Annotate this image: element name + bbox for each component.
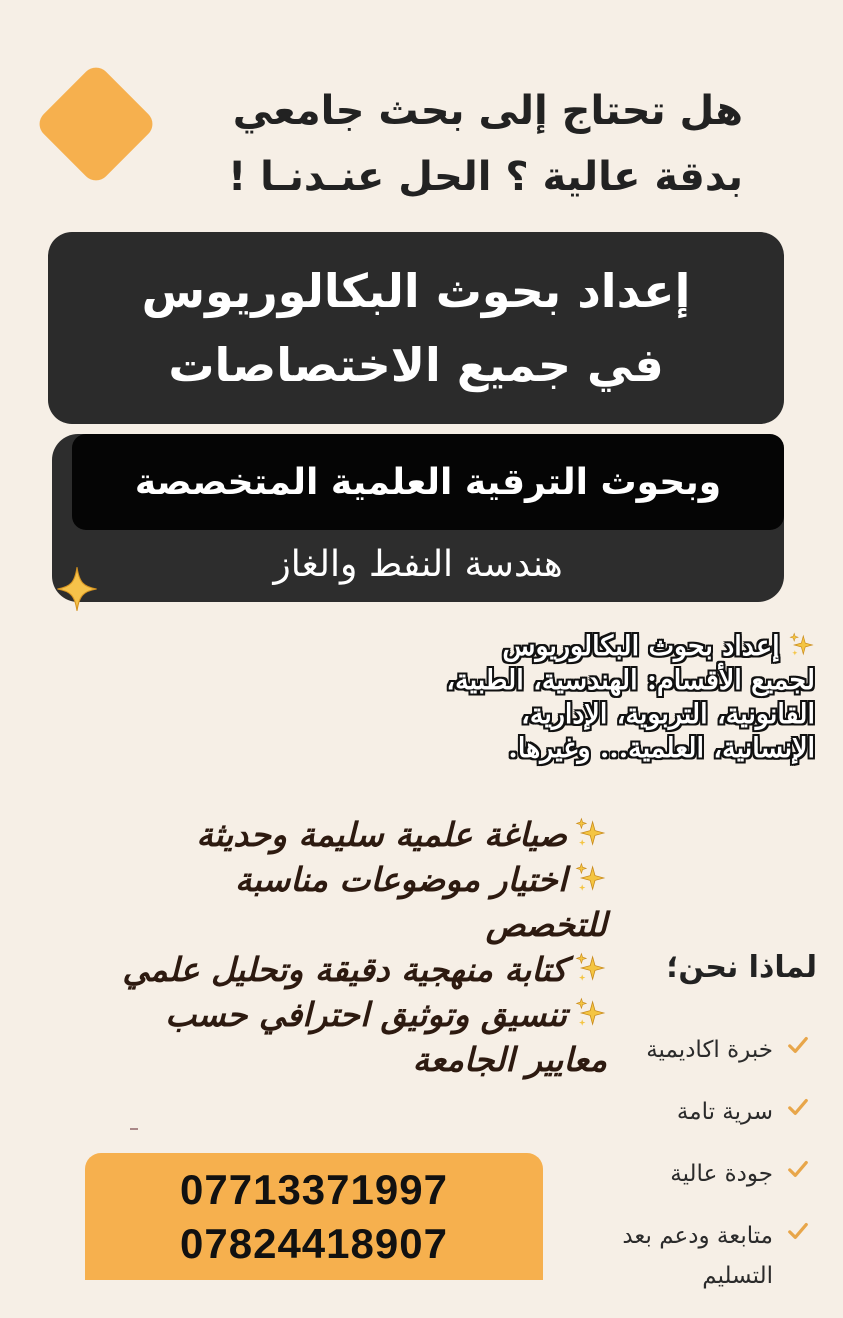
bachelor-line-3: القانونية، التربوية، الإدارية، [521,699,815,730]
check-icon [787,1034,809,1056]
sparkles-icon [575,816,607,850]
sparkles-icon [789,631,815,659]
secondary-banner-title: وبحوث الترقية العلمية المتخصصة [72,434,784,530]
orange-diamond-shape [34,62,158,186]
headline [143,78,743,210]
bachelor-line-1: إعداد بحوث البكالوريوس [502,631,780,662]
main-banner [48,232,784,424]
why-us-item: خبرة اكاديمية [559,1030,809,1070]
check-icon [787,1220,809,1242]
sparkles-icon [575,996,607,1030]
sparkle-star-icon [55,565,99,613]
service-item: تنسيق وتوثيق احترافي حسب [47,992,607,1037]
contact-phone-box[interactable] [85,1153,543,1280]
phone-number-2[interactable]: 07824418907 [180,1219,448,1267]
sparkles-icon [575,861,607,895]
bachelor-departments-block [295,630,815,766]
check-icon [787,1096,809,1118]
service-item-continuation: معايير الجامعة [412,1040,607,1079]
phone-number-1[interactable]: 07713371997 [180,1165,448,1213]
services-list [47,812,607,1082]
bachelor-line-4: الإنسانية، العلمية... وغيرها. [508,733,815,764]
headline-line-1: هل تحتاج إلى بحث جامعي [232,88,743,134]
main-banner-line-1: إعداد بحوث البكالوريوس [141,264,691,318]
headline-line-2: بدقة عالية ؟ الحل عنـدنـا ! [228,154,743,200]
main-banner-line-2: في جميع الاختصاصات [168,338,664,392]
service-item-continuation: للتخصص [485,905,607,944]
service-item: اختيار موضوعات مناسبة [47,857,607,902]
why-us-item: سرية تامة [559,1092,809,1132]
service-item: كتابة منهجية دقيقة وتحليل علمي [47,947,607,992]
sparkles-icon [575,951,607,985]
decorative-dash [130,1128,138,1130]
service-item: صياغة علمية سليمة وحديثة [47,812,607,857]
why-us-item: متابعة ودعم بعد التسليم [559,1216,809,1296]
why-us-title: لماذا نحن؛ [666,950,817,985]
secondary-banner-subtitle: هندسة النفط والغاز [273,543,563,585]
bachelor-line-2: لجميع الأقسام: الهندسية، الطبية، [446,665,815,696]
why-us-item: جودة عالية [559,1154,809,1194]
check-icon [787,1158,809,1180]
why-us-list [559,1030,809,1318]
